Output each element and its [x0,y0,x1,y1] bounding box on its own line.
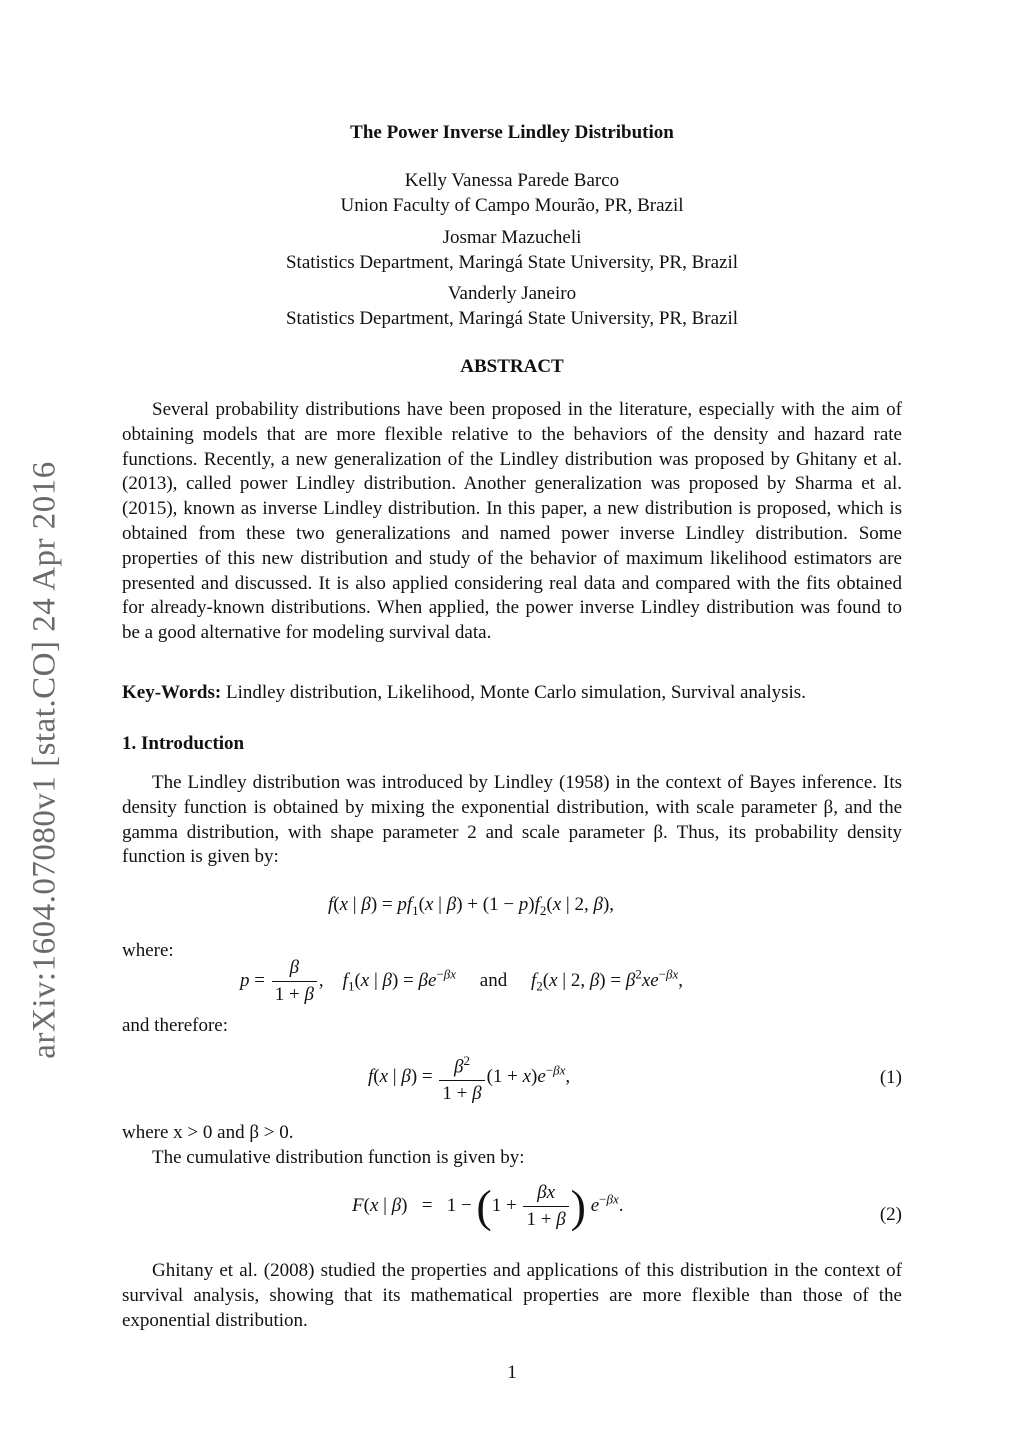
fraction-p: $\frac{\beta}{1 + \beta}$ [272,955,317,1008]
author-affiliation: Union Faculty of Campo Mourão, PR, Brazil [340,195,684,216]
equation-mixture-density: f(x | $\beta) = pf_1(x$ | $\beta) + (1 - p)f_2(x$ | 2, β), [328,894,615,918]
section-heading-introduction: 1. Introduction [122,733,245,754]
author-name: Vanderly Janeiro [447,283,577,304]
keywords [122,681,902,706]
and-connector: and [479,969,508,991]
equation-1-density: f(x | β) = $\frac{\beta^2}{1 + \beta}$ $(1 + x)e^{-\beta x}$, [368,1048,570,1107]
author-block-3 [0,281,1024,331]
fraction-beta2: $\frac{\beta^2}{1 + \beta}$ [439,1048,484,1107]
keywords-text: Lindley distribution, Likelihood, Monte Carlo simulation, Survival analysis. [225,682,806,703]
equation-number-2: (2) [879,1204,902,1225]
arxiv-sidebar-stamp [20,440,70,1080]
author-name: Kelly Vanessa Parede Barco [404,170,620,191]
intro-paragraph: The Lindley distribution was introduced by Lindley (1958) in the context of Bayes inference. Its density function is obtained by mixing the exponential distribution, with scale parameter β, and the gamma distribution, with shape parameter 2 and scale parameter β. Thus, its probability density function is given by: [122,772,902,868]
equation-2-cdf: F(x | β) = 1 − (1 + $\frac{\beta x}{1 + \beta}$ ) $e^{-\beta x}$. [352,1180,624,1232]
author-block-1 [0,168,1024,218]
page-number: 1 [507,1362,517,1383]
cdf-intro: The cumulative distribution function is given by: [152,1147,525,1168]
parameter-condition: where x > 0 and β > 0. [122,1122,294,1143]
abstract-text: Several probability distributions have been proposed in the literature, especially with the aim of obtaining models that are more flexible relative to the behaviors of the density and hazard rate functions. Recently, a new generalization of the Lindley distribution was proposed by Ghitany et al. (2013), called power Lindley distribution. Another generalization was proposed by Sharma et al. (2015), known as inverse Lindley distribution. In this paper, a new distribution is proposed, which is obtained from these two generalizations and named power inverse Lindley distribution. Some properties of this new distribution and study of the behavior of maximum likelihood estimators are presented and discussed. It is also applied considering real data and compared with the fits obtained for already-known distributions. When applied, the power inverse Lindley distribution was found to be a good alternative for modeling survival data. [122,399,902,644]
equation-components: p = $\frac{\beta}{1 + \beta}$ , $f_1(x$ | $\beta) = \beta e^{-\beta x}$ and $f_2(x$ | 2, $\beta) = \beta^2xe^{-\beta x}$, [240,955,683,1008]
equation-number-1: (1) [879,1067,902,1088]
abstract-heading: ABSTRACT [460,356,564,377]
and-therefore-label: and therefore: [122,1015,229,1036]
arxiv-identifier: arXiv:1604.07080v1 [stat.CO] 24 Apr 2016 [26,461,63,1059]
fraction-betax: $\frac{\beta x}{1 + \beta}$ [523,1180,568,1233]
author-block-2 [0,225,1024,275]
author-name: Josmar Mazucheli [442,227,582,248]
keywords-label: Key-Words: [122,682,222,703]
paper-title: The Power Inverse Lindley Distribution [350,122,674,143]
where-label: where: [122,940,174,961]
closing-paragraph: Ghitany et al. (2008) studied the properties and applications of this distribution in the context of survival analysis, showing that its mathematical properties are more flexible than those of the exponential distribution. [122,1260,902,1331]
author-affiliation: Statistics Department, Maringá State University, PR, Brazil [285,308,739,329]
author-affiliation: Statistics Department, Maringá State University, PR, Brazil [285,252,739,273]
